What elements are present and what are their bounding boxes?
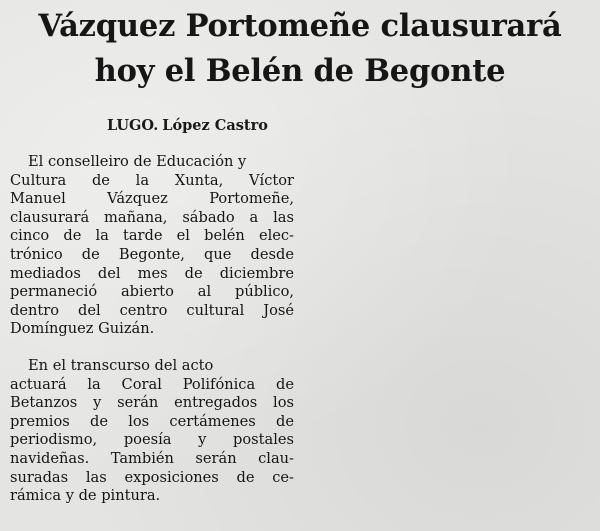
text-line: Domínguez Guizán.	[10, 320, 155, 338]
article-paragraph-2	[10, 357, 294, 506]
headline-line-2: hoy el Belén de Begonte	[94, 53, 506, 89]
text-line: Cultura de la Xunta, Víctor	[10, 171, 294, 189]
text-line: actuará la Coral Polifónica de	[10, 375, 294, 393]
headline-line-1: Vázquez Portomeñe clausurará	[38, 8, 562, 44]
text-line: navideñas. También serán clau-	[10, 449, 294, 467]
article-byline	[107, 117, 307, 135]
article-headline	[0, 4, 600, 94]
text-line: El conselleiro de Educación y	[28, 153, 247, 170]
text-line: premios de los certámenes de	[10, 412, 294, 430]
text-line: Manuel Vázquez Portomeñe,	[10, 190, 294, 208]
text-line: permaneció abierto al público,	[10, 283, 294, 301]
text-line: trónico de Begonte, que desde	[10, 245, 294, 263]
text-line: rámica y de pintura.	[10, 487, 161, 505]
text-line: dentro del centro cultural José	[10, 301, 294, 319]
text-line: periodismo, poesía y postales	[10, 431, 294, 449]
byline-place: LUGO.	[107, 117, 159, 134]
text-line: clausurará mañana, sábado a las	[10, 208, 294, 226]
text-line: Betanzos y serán entregados los	[10, 394, 294, 412]
article-paragraph-1	[10, 153, 294, 339]
article-body	[10, 153, 294, 506]
text-line: mediados del mes de diciembre	[10, 264, 294, 282]
text-line: suradas las exposiciones de ce-	[10, 468, 294, 486]
text-line: En el transcurso del acto	[28, 356, 214, 374]
byline-author: López Castro	[162, 117, 268, 134]
text-line: cinco de la tarde el belén elec-	[10, 227, 294, 245]
